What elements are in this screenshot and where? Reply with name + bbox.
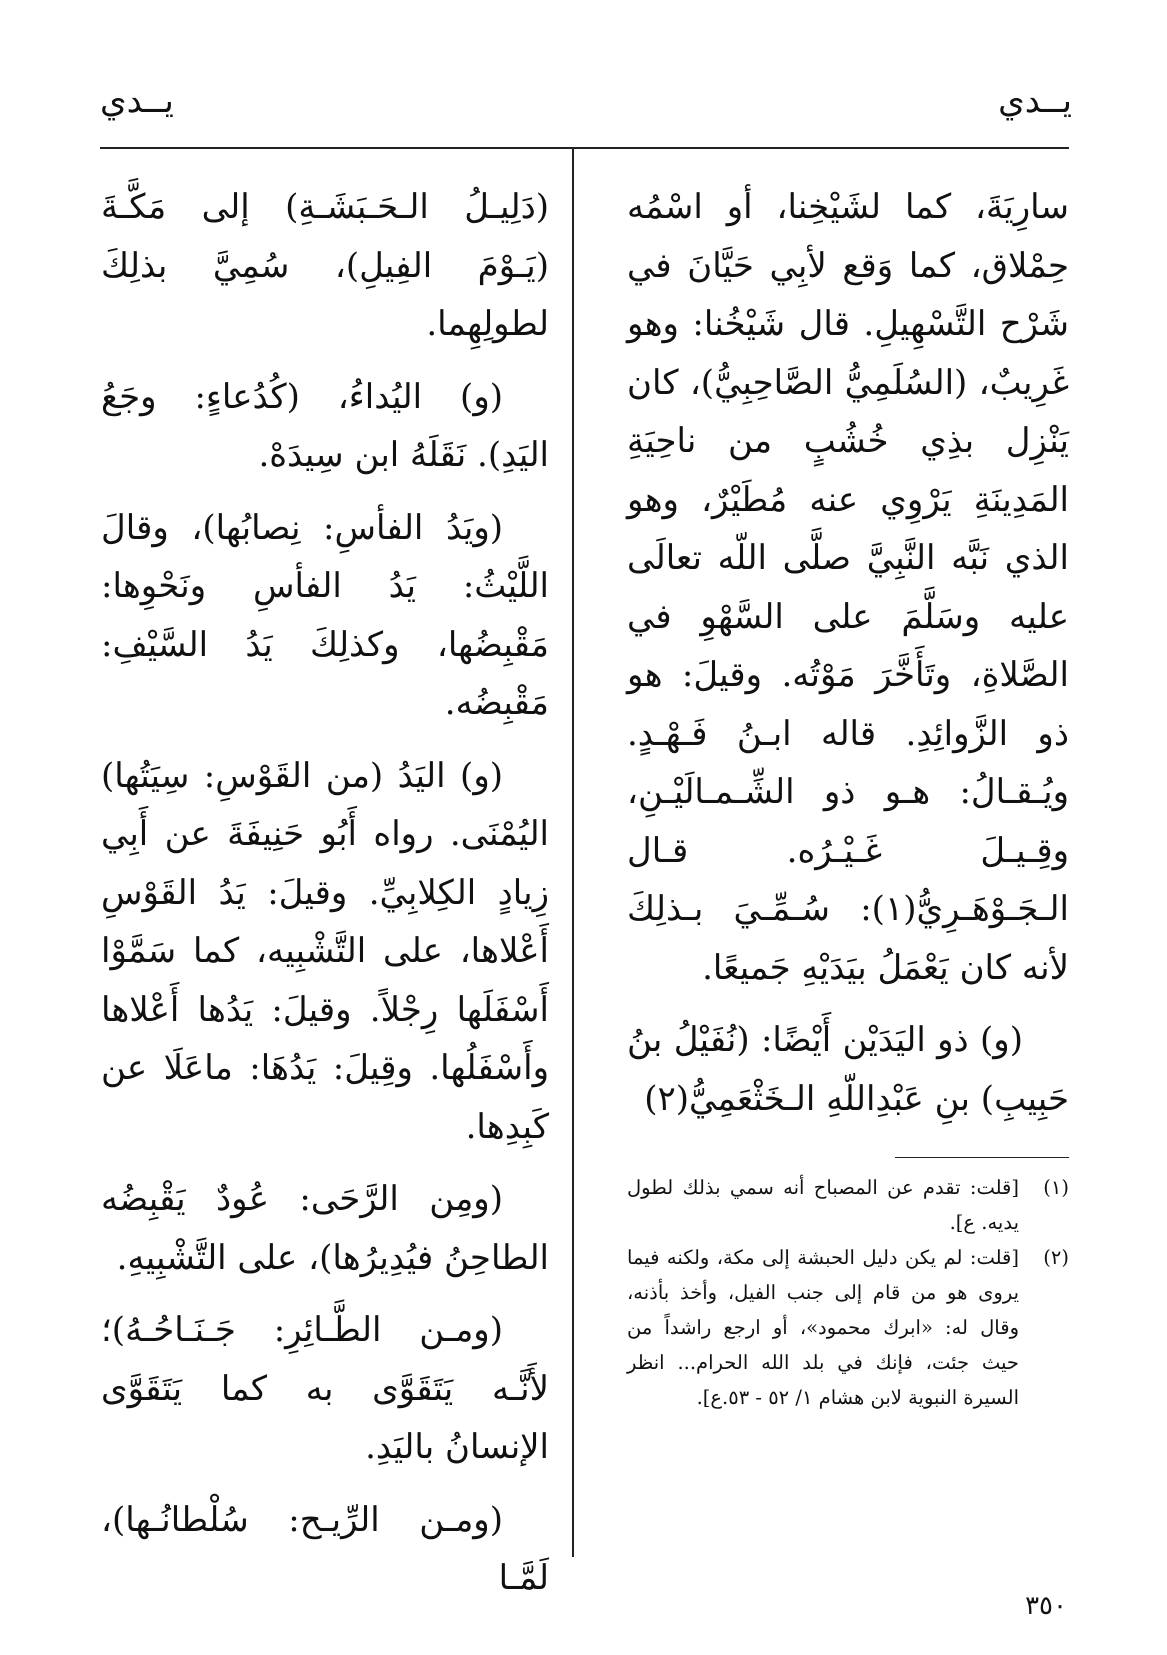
paragraph: (ومـن الطَّـائِرِ: جَـنَـاحُـهُ)؛ لأَنَّـه يَتَقَوَّى به كما يَتَقَوَّى الإنسانُ باليَدِ. — [101, 1310, 549, 1467]
header-rule — [100, 147, 1069, 149]
paragraph: (دَلِيـلُ الـحَـبَشَـةِ) إلى مَكَّـةَ (يَـوْمَ الفِيلِ)، سُمِيَّ بذلِكَ لطولِهِما. — [101, 187, 549, 344]
footnote-number: (١) — [1043, 1176, 1069, 1199]
paragraph: (ويَدُ الفأسِ: نِصابُها)، وقالَ اللَّيْثُ: يَدُ الفأسِ ونَحْوِها: مَقْبِضُها، وكذلِكَ يَدُ السَّيْفِ: مَقْبِضُه. — [101, 507, 549, 723]
column-divider — [572, 149, 574, 1557]
running-header-left: يــدي — [100, 81, 174, 121]
page-number: ٣٥٠ — [1025, 1591, 1067, 1621]
paragraph: سارِيَةَ، كما لشَيْخِنا، أو اسْمُه حِمْلاق، كما وَقع لأبِي حَيَّانَ في شَرْح التَّسْهِيلِ. قال شَيْخُنا: وهو غَرِيبٌ، (السُلَمِيُّ الصَّاحِبِيُّ)، كان يَنْزِل بذِي خُشُبٍ من ناحِيَةِ المَدِينَةِ يَرْوِي عنه مُطَيْرٌ، وهو الذي نَبَّه النَّبِيَّ صلَّى اللّه تعالَى عليه وسَلَّمَ على السَّهْوِ في الصَّلاةِ، وتَأَخَّرَ مَوْتُه. وقيلَ: هو ذو الزَّوائِدِ. قاله ابـنُ فَـهْـدٍ. ويُـقـالُ: هـو ذو الشِّـمـالَيْـنِ، وقِـيـلَ غَـيْـرُه. قـال الـجَـوْهَـرِيُّ(١): سُـمِّـيَ بـذلِكَ لأنه كان يَعْمَلُ بيَدَيْهِ جَميعًا. — [627, 187, 1069, 988]
footnote-1 — [627, 1170, 1069, 1240]
running-header-right: يــدي — [998, 81, 1072, 121]
paragraph: (و) ذو اليَدَيْن أَيْضًا: (نُفَيْلُ بنُ حَبِيبِ) بنِ عَبْدِاللّهِ الـخَثْعَمِيُّ(٢) — [627, 1020, 1069, 1119]
paragraph: (و) اليُداءُ، (كُدُعاءٍ: وجَعُ اليَدِ). نَقَلَهُ ابن سِيدَهْ. — [101, 376, 549, 475]
left-column — [101, 178, 549, 1622]
paragraph: (و) اليَدُ (من القَوْسِ: سِيَتُها) اليُمْنَى. رواه أَبُو حَنِيفَةَ عن أَبِي زِيادٍ الكِلابِيِّ. وقيلَ: يَدُ القَوْسِ أَعْلاها، على التَّشْبِيه، كما سَمَّوْا أَسْفَلَها رِجْلاً. وقيلَ: يَدُها أَعْلاها وأَسْفَلُها. وقِيلَ: يَدُهَا: ماعَلَا عن كَبِدِها. — [101, 755, 549, 1147]
right-column — [627, 178, 1069, 1142]
paragraph: (ومِن الرَّحَى: عُودٌ يَقْبِضُه الطاحِنُ فيُدِيرُها)، على التَّشْبِيهِ. — [101, 1179, 549, 1278]
footnote-text: [قلت: تقدم عن المصباح أنه سمي بذلك لطول يديه. ع]. — [627, 1176, 1019, 1234]
footnotes — [627, 1170, 1069, 1415]
footnote-2 — [627, 1240, 1069, 1415]
paragraph: (ومـن الرِّيـح: سُلْطانُـها)، لَمَّـا — [101, 1499, 549, 1598]
footnote-rule — [895, 1157, 1069, 1158]
footnote-number: (٢) — [1043, 1246, 1069, 1269]
footnote-text: [قلت: لم يكن دليل الحبشة إلى مكة، ولكنه فيما يروى هو من قام إلى جنب الفيل، وأخذ بأذنه، وقال له: «ابرك محمود»، أو ارجع راشداً من حيث جئت، فإنك في بلد الله الحرام... انظر السيرة النبوية لابن هشام ١/ ٥٢ - ٥٣.ع]. — [627, 1246, 1019, 1409]
